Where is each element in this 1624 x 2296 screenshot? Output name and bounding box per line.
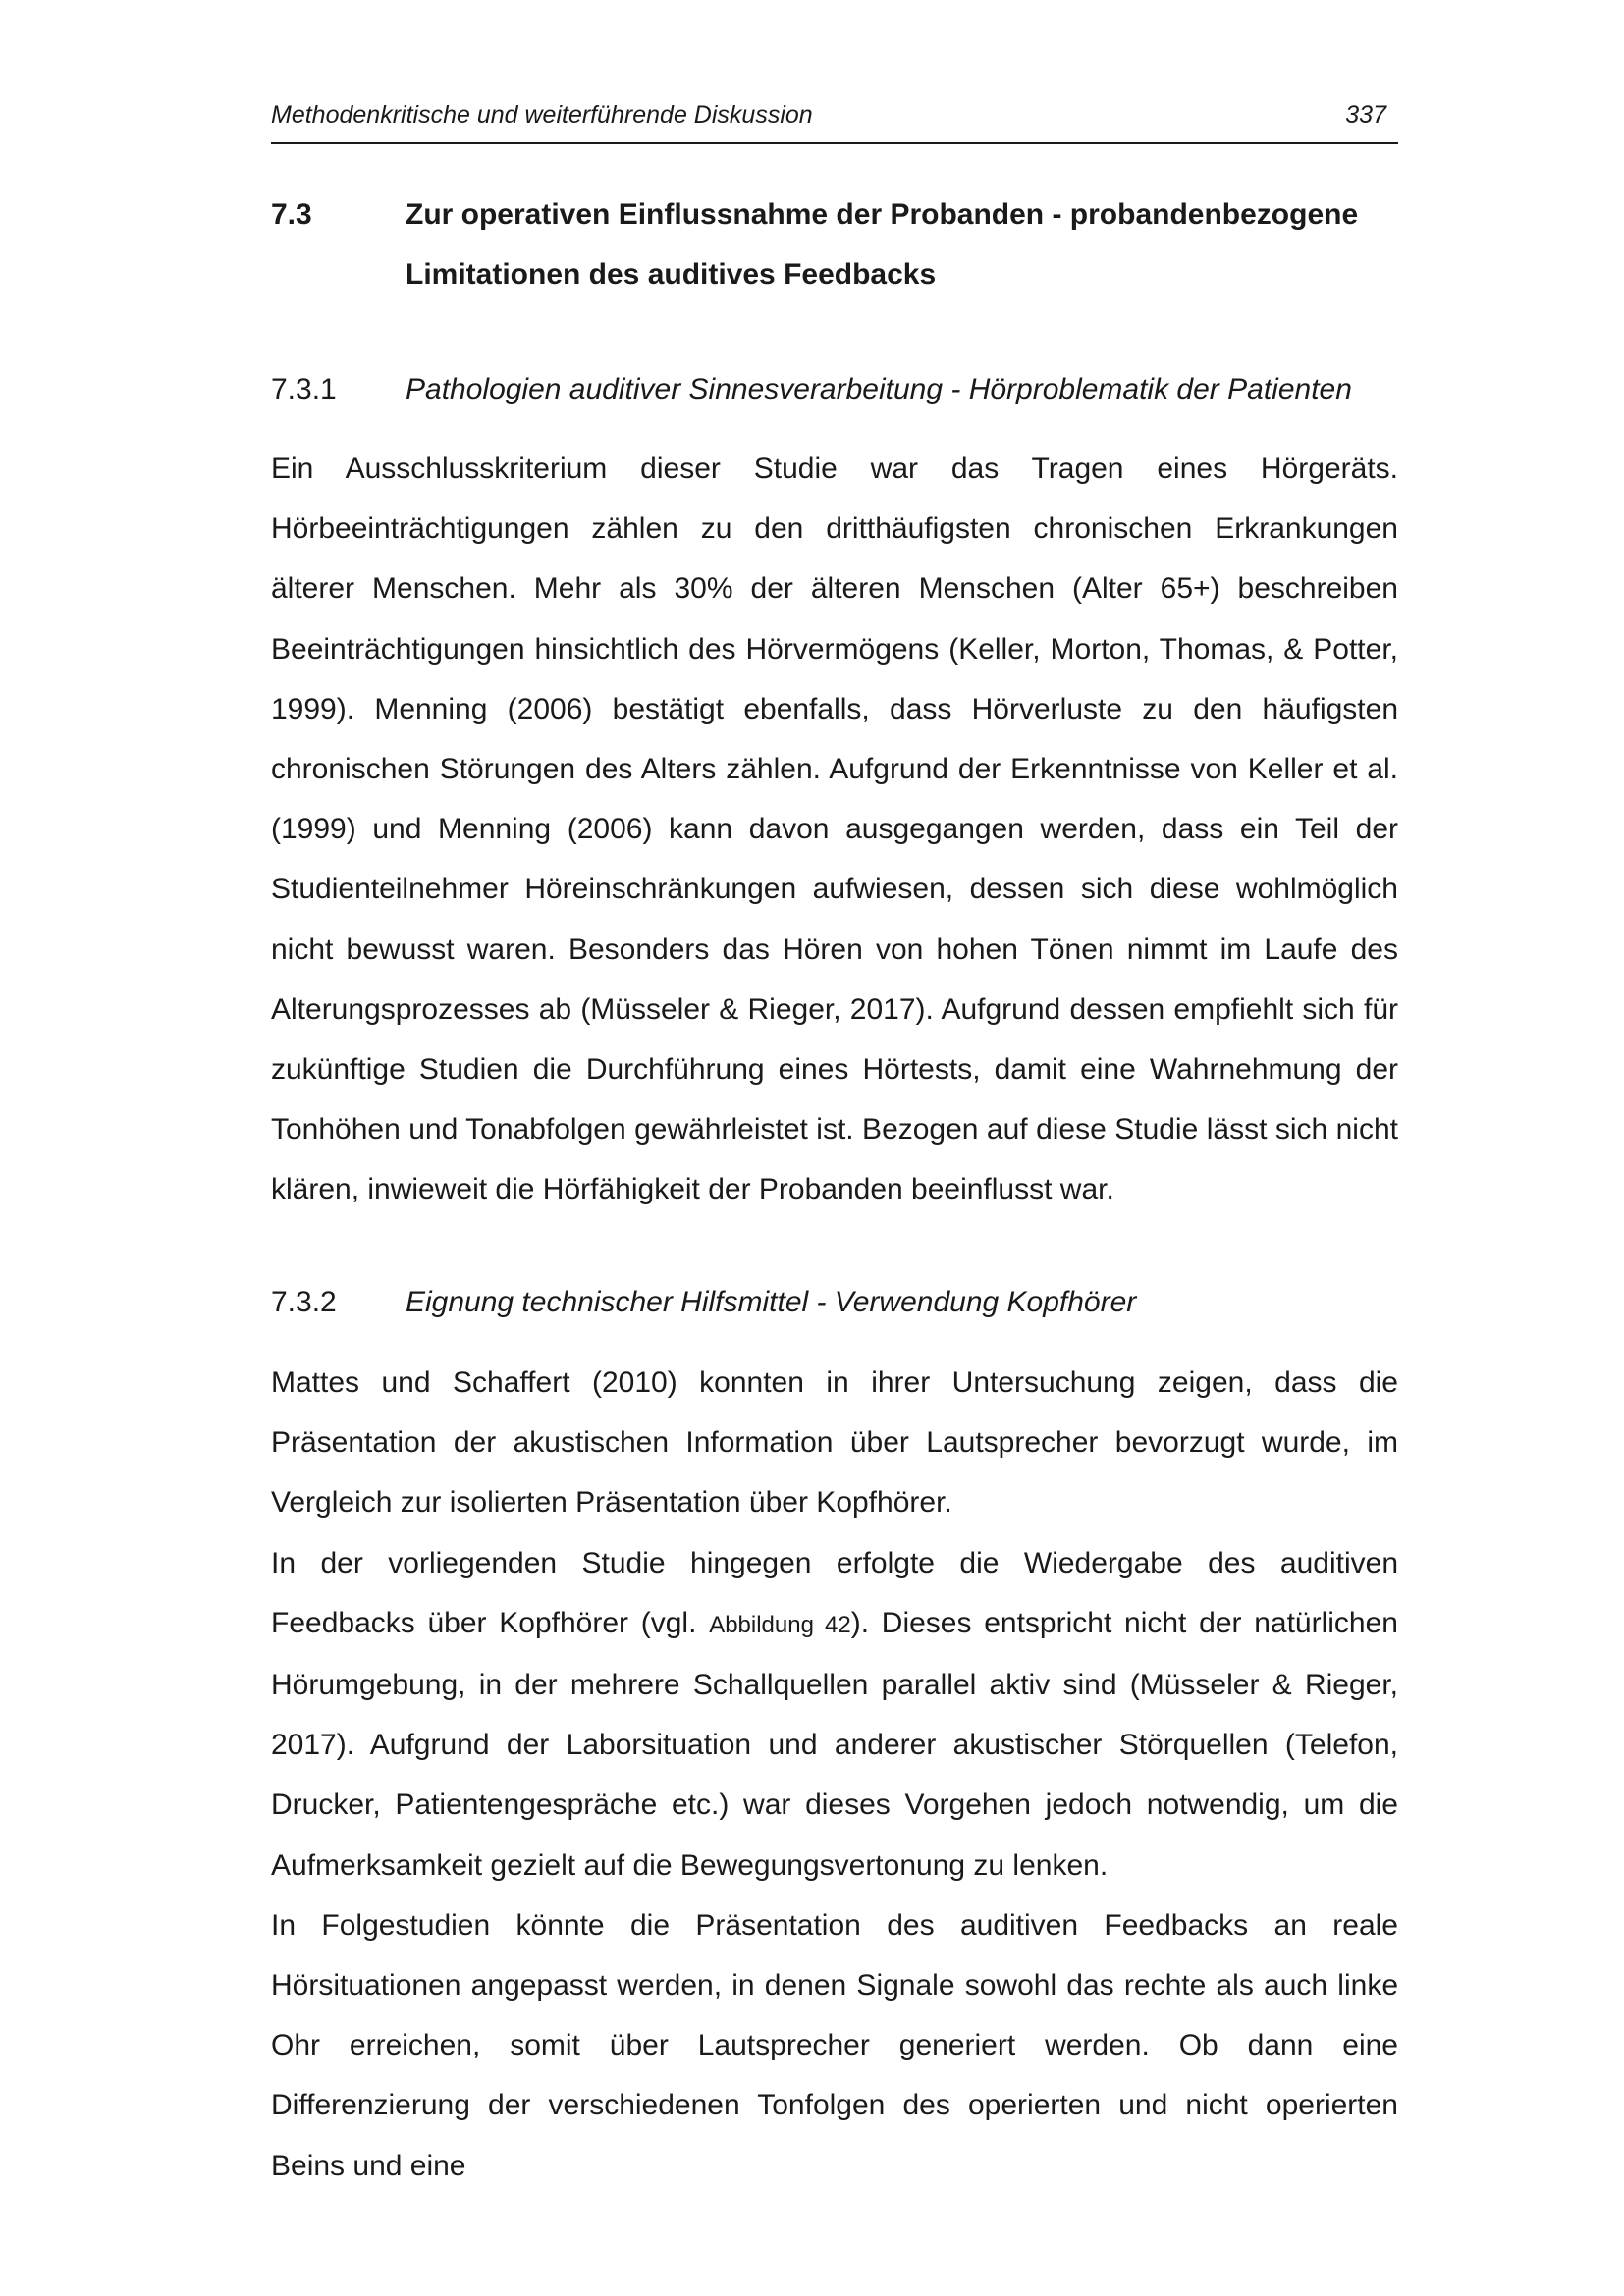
section-number: 7.3 (271, 198, 312, 231)
subsection-body-7-3-1 (271, 439, 1398, 1220)
paragraph-text: ). Dieses entspricht nicht der natürlichen Hörumgebung, in der mehrere Schallquellen parallel aktiv sind (Müsseler & Rieger, 2017). Aufgrund der Laborsituation und anderer akustischer Störquellen (Telefon, Drucker, Patientengespräche etc.) war dieses Vorgehen jedoch notwendig, um die Aufmerksamkeit gezielt auf die Bewegungsvertonung zu lenken. (271, 1606, 1398, 1882)
subsection-title: Eignung technischer Hilfsmittel - Verwendung Kopfhörer (406, 1286, 1137, 1318)
subsection-body-7-3-2 (271, 1353, 1398, 2196)
subsection-title: Pathologien auditiver Sinnesverarbeitung - Hörproblematik der Patienten (406, 373, 1352, 405)
paragraph: Ein Ausschlusskriterium dieser Studie war das Tragen eines Hörgeräts. Hörbeeinträchtigungen zählen zu den dritthäufigsten chronischen Erkrankungen älterer Menschen. Mehr als 30% der älteren Menschen (Alter 65+) beschreiben Beeinträchtigungen hinsichtlich des Hörvermögens (Keller, Morton, Thomas, & Potter, 1999). Menning (2006) bestätigt ebenfalls, dass Hörverluste zu den häufigsten chronischen Störungen des Alters zählen. Aufgrund der Erkenntnisse von Keller et al. (1999) und Menning (2006) kann davon ausgegangen werden, dass ein Teil der Studienteilnehmer Höreinschränkungen aufwiesen, dessen sich diese wohlmöglich nicht bewusst waren. Besonders das Hören von hohen Tönen nimmt im Laufe des Alterungsprozesses ab (Müsseler & Rieger, 2017). Aufgrund dessen empfiehlt sich für zukünftige Studien die Durchführung eines Hörtests, damit eine Wahrnehmung der Tonhöhen und Tonabfolgen gewährleistet ist. Bezogen auf diese Studie lässt sich nicht klären, inwieweit die Hörfähigkeit der Probanden beeinflusst war. (271, 453, 1398, 1206)
running-header (271, 97, 1398, 144)
figure-reference-link[interactable]: Abbildung 42 (709, 1611, 851, 1638)
paragraph: Mattes und Schaffert (2010) konnten in ihrer Untersuchung zeigen, dass die Präsentation der akustischen Information über Lautsprecher bevorzugt wurde, im Vergleich zur isolierten Präsentation über Kopfhörer. (271, 1366, 1398, 1520)
subsection-number: 7.3.2 (271, 1286, 337, 1318)
section-title: Zur operativen Einflussnahme der Probanden - probandenbezogene Limitationen des auditives Feedbacks (406, 198, 1359, 291)
paragraph-text: In der vorliegenden Studie hingegen erfolgte die Wiedergabe des auditiven Feedbacks über Kopfhörer (vgl. (271, 1546, 1398, 1639)
paragraph (271, 1533, 1398, 1896)
subsection-number: 7.3.1 (271, 373, 337, 405)
page-number: 337 (1345, 101, 1386, 129)
paragraph: In Folgestudien könnte die Präsentation des auditiven Feedbacks an reale Hörsituationen angepasst werden, in denen Signale sowohl das rechte als auch linke Ohr erreichen, somit über Lautsprecher generiert werden. Ob dann eine Differenzierung der verschiedenen Tonfolgen des operierten und nicht operierten Beins und eine (271, 1908, 1398, 2182)
header-title: Methodenkritische und weiterführende Diskussion (271, 101, 813, 129)
